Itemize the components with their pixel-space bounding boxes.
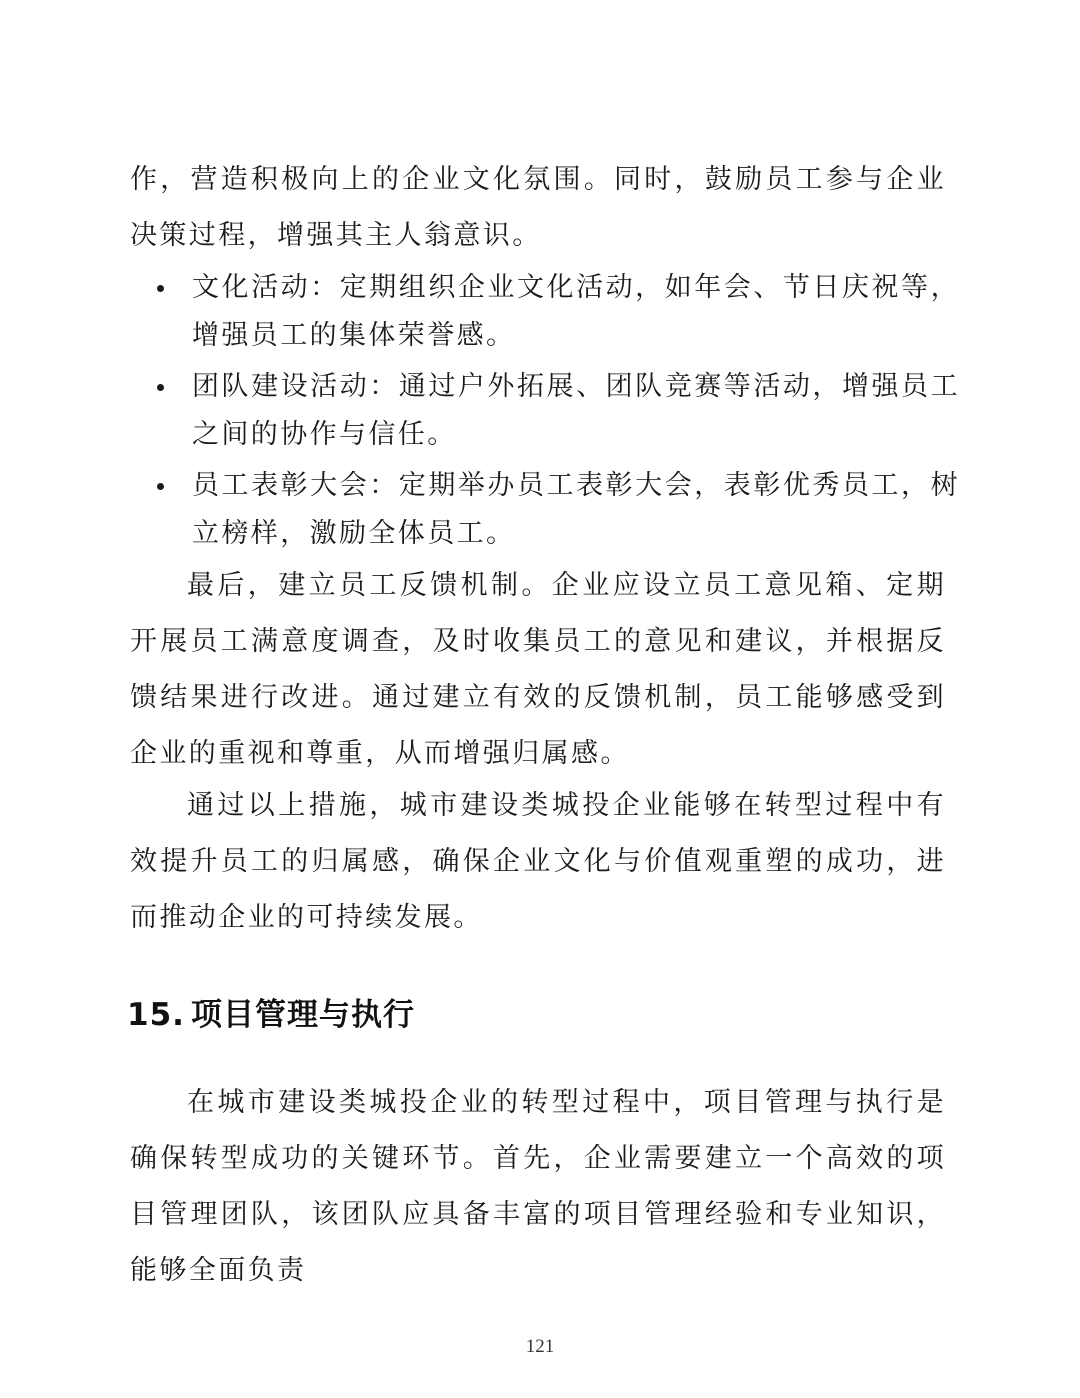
section-number: 15. — [127, 997, 185, 1033]
page-number: 121 — [525, 1336, 555, 1357]
paragraph-conclusion: 通过以上措施，城市建设类城投企业能够在转型过程中有效提升员工的归属感，确保企业文化与价值观重塑的成功，进而推动企业的可持续发展。 — [130, 790, 946, 933]
bullet-icon — [157, 285, 164, 292]
bullet-text: 团队建设活动：通过户外拓展、团队竞赛等活动，增强员工之间的协作与信任。 — [192, 371, 960, 450]
bullet-text: 员工表彰大会：定期举办员工表彰大会，表彰优秀员工，树立榜样，激励全体员工。 — [192, 470, 960, 549]
paragraph-feedback: 最后，建立员工反馈机制。企业应设立员工意见箱、定期开展员工满意度调查，及时收集员工的意见和建议，并根据反馈结果进行改进。通过建立有效的反馈机制，员工能够感受到企业的重视和尊重，从而增强归属感。 — [130, 570, 946, 769]
section-title: 项目管理与执行 — [191, 997, 415, 1033]
bullet-icon — [157, 483, 164, 490]
bullet-text: 文化活动：定期组织企业文化活动，如年会、节日庆祝等，增强员工的集体荣誉感。 — [192, 272, 960, 351]
bullet-icon — [157, 384, 164, 391]
bullet-item — [130, 462, 960, 558]
paragraph-continuation: 作，营造积极向上的企业文化氛围。同时，鼓励员工参与企业决策过程，增强其主人翁意识。 — [130, 164, 946, 251]
bullet-item — [130, 264, 960, 360]
bullet-list — [130, 264, 960, 561]
section-heading — [127, 990, 415, 1040]
bullet-item — [130, 363, 960, 459]
paragraph-project-intro: 在城市建设类城投企业的转型过程中，项目管理与执行是确保转型成功的关键环节。首先，企业需要建立一个高效的项目管理团队，该团队应具备丰富的项目管理经验和专业知识，能够全面负责 — [130, 1087, 946, 1286]
